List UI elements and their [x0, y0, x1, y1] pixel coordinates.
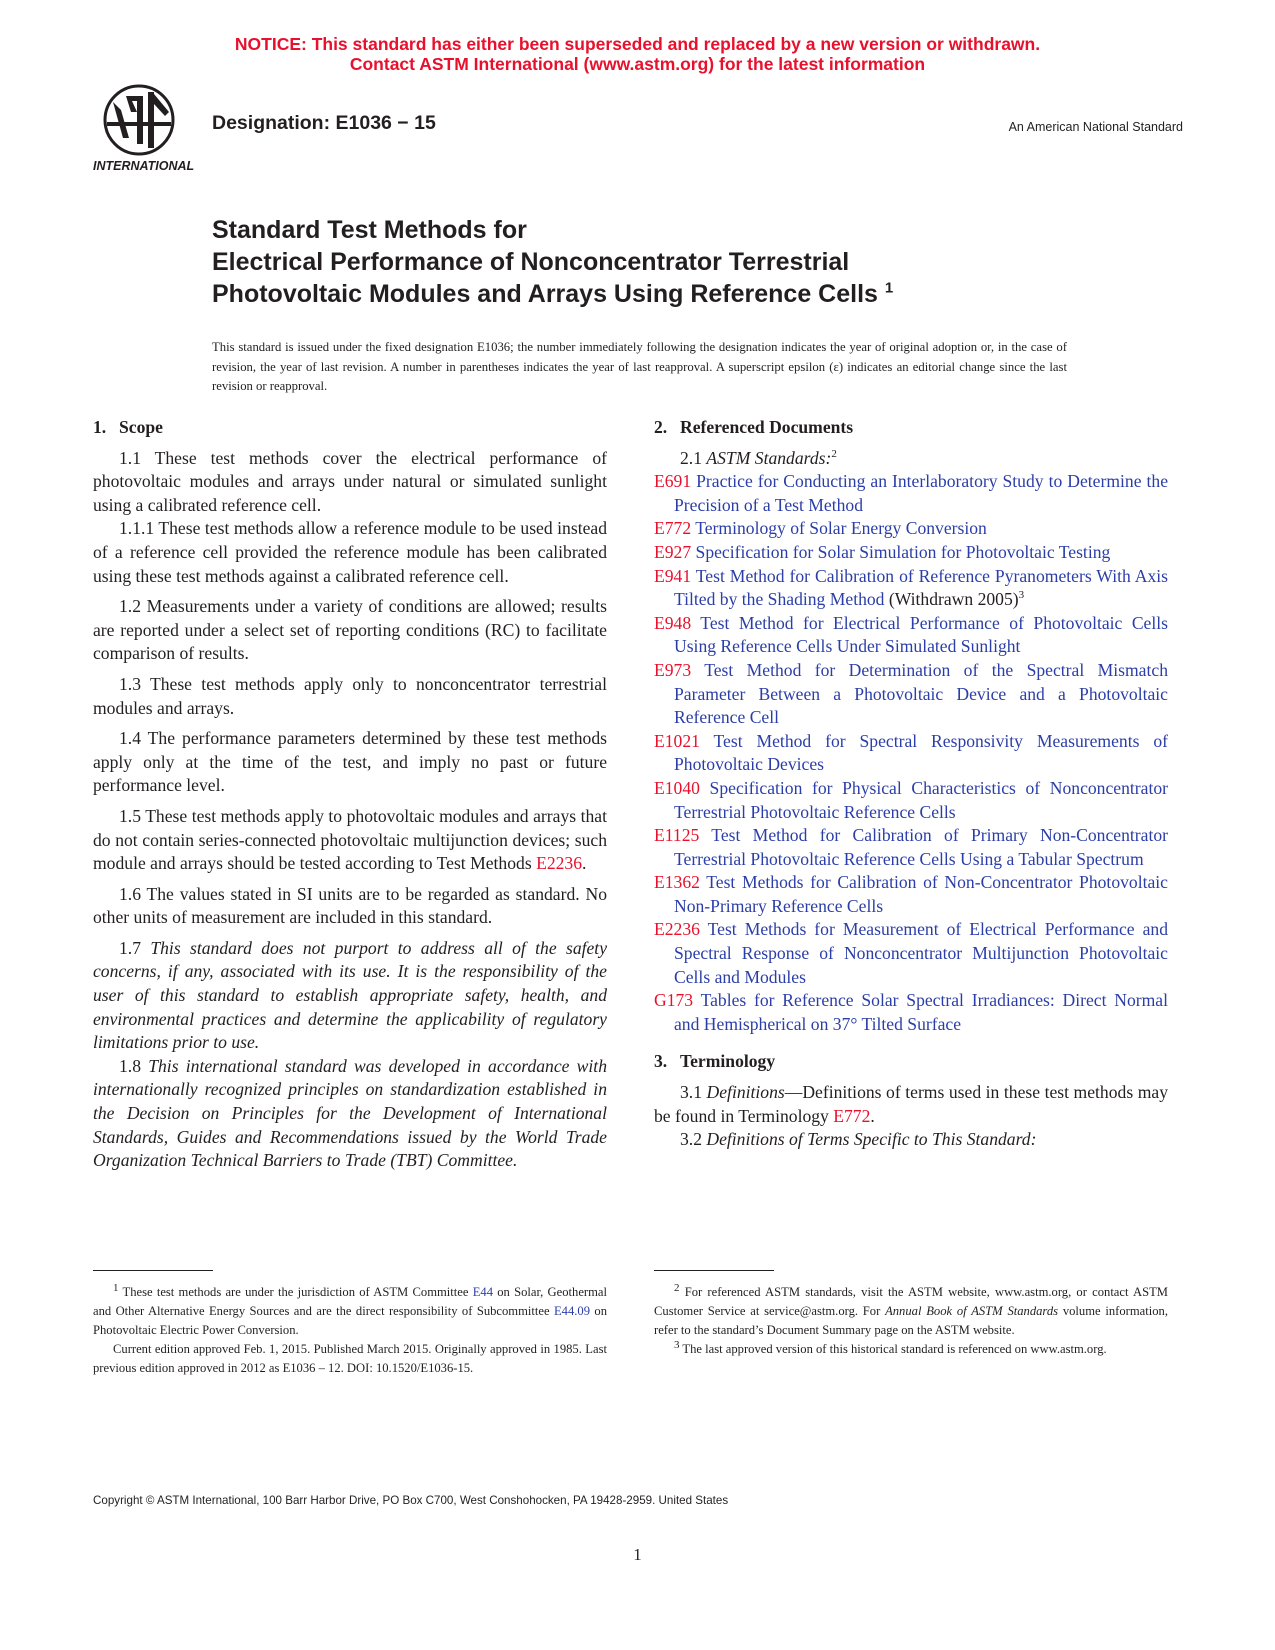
para-2-1: 2.1 ASTM Standards:$^2$: [680, 447, 837, 468]
page-number: 1: [633, 1545, 642, 1564]
issued-note: This standard is issued under the fixed designation E1036; the number immediately following the designation indicates the year of original adoption or, in the case of revision, the year of last revision. A number in parentheses indicates the year of last reapproval. A superscript epsilon (ε) indicates an editorial change since the last revision or reapproval.: [212, 340, 1067, 393]
para-1-7: 1.7 This standard does not purport to address all of the safety concerns, if any, associated with its use. It is the responsibility of the user of this standard to establish appropriate safety, health, and environmental practices and determine the applicability of regulatory limitations prior to use.: [93, 937, 608, 1053]
reference-code-link[interactable]: E941: [654, 565, 692, 586]
reference-title-link[interactable]: Test Methods for Calibration of Non-Concentrator Photovoltaic Non-Primary Reference Cells: [674, 872, 1168, 916]
reference-item: [654, 777, 1168, 824]
reference-title-link[interactable]: Test Method for Calibration of Primary Non-Concentrator Terrestrial Photovoltaic Reference Cells Using a Tabular Spectrum: [674, 825, 1168, 869]
link-e772[interactable]: E772: [833, 1105, 871, 1126]
title-line-3: Photovoltaic Modules and Arrays Using Reference Cells $^1$: [212, 279, 894, 308]
reference-note: (Withdrawn 2005): [884, 589, 1019, 610]
para-1-3: 1.3 These test methods apply only to nonconcentrator terrestrial modules and arrays.: [93, 673, 607, 718]
footnotes-left: [93, 1283, 607, 1378]
reference-item: [654, 470, 1168, 517]
reference-code-link[interactable]: E772: [654, 518, 692, 539]
notice-banner: [0, 34, 1275, 74]
reference-title-link[interactable]: Tables for Reference Solar Spectral Irradiances: Direct Normal and Hemispherical on 37° Tilted Surface: [674, 990, 1168, 1034]
reference-title-link[interactable]: Test Method for Spectral Responsivity Measurements of Photovoltaic Devices: [674, 730, 1168, 775]
reference-code-link[interactable]: E1125: [654, 825, 700, 846]
para-1-1-1: 1.1.1 These test methods allow a reference module to be used instead of a reference cell provided the reference module has been calibrated using these test methods against a calibrated reference cell.: [93, 518, 607, 586]
link-e2236[interactable]: E2236: [536, 853, 583, 874]
document-title: [212, 214, 1112, 310]
logo-text: INTERNATIONAL: [93, 159, 195, 173]
right-column: [654, 416, 1168, 1152]
reference-item: [654, 824, 1168, 871]
reference-list: [654, 470, 1168, 1036]
reference-item: [654, 871, 1168, 918]
section-2-heading: 2. Referenced Documents: [654, 417, 854, 437]
reference-title-link[interactable]: Test Method for Calibration of Reference Pyranometers With Axis Tilted by the Shading Method: [674, 565, 1168, 610]
reference-code-link[interactable]: E1021: [654, 730, 700, 751]
reference-title-link[interactable]: Test Method for Electrical Performance of Photovoltaic Cells Using Reference Cells Under Simulated Sunlight: [674, 612, 1168, 657]
footnote-1: $^1$ These test methods are under the jurisdiction of ASTM Committee E44 on Solar, Geothermal and Other Alternative Energy Sources and are the direct responsibility of Subcommittee E44.09 on Photovoltaic Electric Power Conversion.: [93, 1281, 607, 1337]
reference-title-link[interactable]: Specification for Physical Characteristics of Nonconcentrator Terrestrial Photovoltaic Reference Cells: [674, 777, 1168, 822]
link-e44-09[interactable]: E44.09: [553, 1304, 590, 1318]
para-3-1: 3.1 Definitions—Definitions of terms used in these test methods may be found in Terminology E772.: [654, 1082, 1169, 1126]
astm-logo-icon: [93, 82, 199, 176]
title-footnote-mark: 1: [884, 279, 894, 297]
reference-title-link[interactable]: Test Method for Determination of the Spectral Mismatch Parameter Between a Photovoltaic Device and a Photovoltaic Reference Cell: [674, 659, 1168, 728]
link-e44[interactable]: E44: [472, 1285, 493, 1299]
reference-item: [654, 612, 1168, 659]
reference-title-link[interactable]: Specification for Solar Simulation for Photovoltaic Testing: [691, 541, 1111, 562]
para-1-5: 1.5 These test methods apply to photovoltaic modules and arrays that do not contain series-connected photovoltaic multijunction devices; such module and arrays should be tested according to Test Methods E2236.: [93, 805, 607, 874]
para-1-1: 1.1 These test methods cover the electrical performance of photovoltaic modules and arrays under natural or simulated sunlight using a calibrated reference cell.: [93, 447, 607, 515]
reference-code-link[interactable]: E948: [654, 612, 692, 633]
left-column: [93, 416, 607, 1173]
footnote-rule-right: [654, 1270, 774, 1271]
reference-code-link[interactable]: E2236: [654, 919, 700, 940]
title-line-1: Standard Test Methods for: [212, 216, 527, 244]
section-1-heading: 1. Scope: [93, 417, 163, 437]
reference-item: [654, 541, 1168, 565]
footnote-rule-left: [93, 1270, 213, 1271]
footnote-3: $^3$ The last approved version of this historical standard is referenced on www.astm.org.: [674, 1338, 1107, 1356]
section-3-heading: 3. Terminology: [654, 1051, 776, 1072]
reference-code-link[interactable]: E927: [654, 541, 692, 562]
notice-line-2: Contact ASTM International (www.astm.org) for the latest information: [349, 54, 926, 74]
reference-title-link[interactable]: Test Methods for Measurement of Electrical Performance and Spectral Response of Nonconcentrator Multijunction Photovoltaic Cells and Modules: [674, 919, 1168, 987]
footnotes-right: [654, 1283, 1168, 1359]
reference-item: [654, 730, 1168, 777]
footnote-2: $^2$ For referenced ASTM standards, visit the ASTM website, www.astm.org, or contact ASTM Customer Service at service@astm.org. For Annual Book of ASTM Standards volume information, refer to the standard’s Document Summary page on the ASTM website.: [654, 1281, 1168, 1337]
reference-item: [654, 989, 1168, 1036]
reference-code-link[interactable]: E691: [654, 471, 692, 492]
american-national-standard: An American National Standard: [1008, 120, 1183, 134]
reference-item: [654, 565, 1168, 612]
reference-code-link[interactable]: E1362: [654, 872, 700, 893]
copyright: Copyright © ASTM International, 100 Barr Harbor Drive, PO Box C700, West Conshohocken, PA 19428-2959. United States: [93, 1494, 729, 1507]
reference-title-link[interactable]: Terminology of Solar Energy Conversion: [691, 518, 987, 539]
reference-item: [654, 659, 1168, 730]
reference-item: [654, 517, 1168, 541]
reference-code-link[interactable]: E1040: [654, 777, 700, 798]
reference-code-link[interactable]: G173: [654, 990, 694, 1011]
reference-title-link[interactable]: Practice for Conducting an Interlaboratory Study to Determine the Precision of a Test Method: [674, 471, 1168, 515]
reference-footnote-mark: 3: [1018, 589, 1025, 602]
footnote-1-edition: Current edition approved Feb. 1, 2015. Published March 2015. Originally approved in 1985. Last previous edition approved in 2012 as E1036 – 12. DOI: 10.1520/E1036-15.: [93, 1342, 607, 1375]
notice-line-1: NOTICE: This standard has either been superseded and replaced by a new version or withdrawn.: [234, 34, 1041, 54]
reference-code-link[interactable]: E973: [654, 659, 692, 680]
para-3-2: 3.2 Definitions of Terms Specific to This Standard:: [680, 1129, 1037, 1150]
designation: Designation: E1036 − 15: [212, 112, 436, 134]
title-line-2: Electrical Performance of Nonconcentrator Terrestrial: [212, 248, 850, 276]
para-1-2: 1.2 Measurements under a variety of conditions are allowed; results are reported under a select set of reporting conditions (RC) to facilitate comparison of results.: [93, 596, 607, 664]
reference-item: [654, 918, 1168, 989]
para-1-4: 1.4 The performance parameters determined by these test methods apply only at the time of the test, and imply no past or future performance level.: [93, 728, 607, 796]
para-1-6: 1.6 The values stated in SI units are to be regarded as standard. No other units of measurement are included in this standard.: [93, 883, 607, 928]
para-1-8: 1.8 This international standard was developed in accordance with internationally recognized principles on standardization established in the Decision on Principles for the Development of International Standards, Guides and Recommendations issued by the World Trade Organization Technical Barriers to Trade (TBT) Committee.: [93, 1055, 607, 1171]
